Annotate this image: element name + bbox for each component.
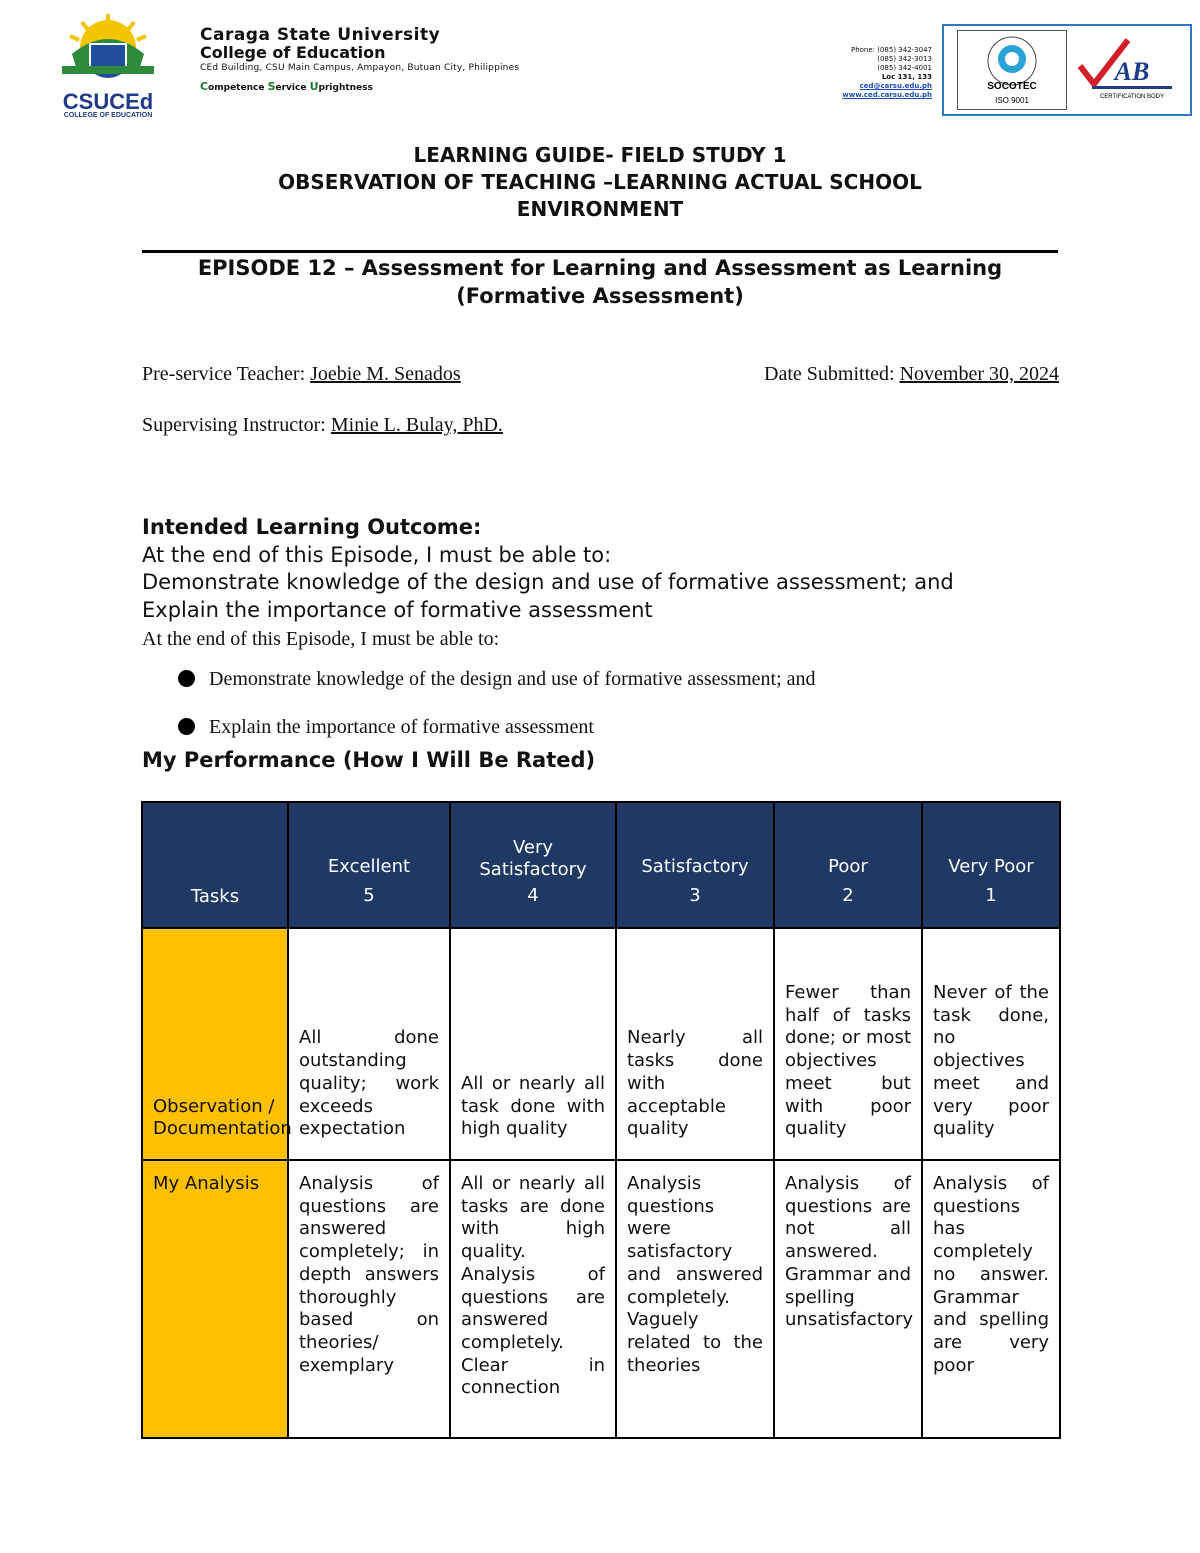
date-submitted: Date Submitted: November 30, 2024 [764, 363, 1059, 385]
guide-subtitle: OBSERVATION OF TEACHING –LEARNING ACTUAL SCHOOL [278, 170, 922, 194]
guide-subtitle-2: ENVIRONMENT [516, 197, 684, 221]
website-link[interactable]: www.ced.carsu.edu.ph [842, 91, 932, 99]
supervising-instructor: Supervising Instructor: Minie L. Bulay, PhD. [142, 414, 503, 436]
table-row [142, 928, 1060, 1160]
pre-service-teacher: Pre-service Teacher: Joebie M. Senados [142, 363, 461, 385]
instructor-name: Minie L. Bulay, PhD. [330, 414, 503, 436]
university-name: Caraga State University [200, 25, 441, 45]
ilo-bullet: Demonstrate knowledge of the design and use of formative assessment; and [178, 667, 816, 691]
ilo-intro: At the end of this Episode, I must be able to: [142, 628, 500, 650]
logo-wordmark: CSUCEd [62, 89, 154, 114]
intended-learning-outcome: Intended Learning Outcome: At the end of this Episode, I must be able to: Demonstrate knowledge of the design and use of formative assessment; and Explain the importance of formative assessment [142, 514, 1082, 624]
svg-text:AB: AB [1114, 57, 1150, 86]
bullet-icon [178, 718, 195, 735]
criteria-cell: Never of the task done, no objectives meet and very poor quality [922, 928, 1060, 1160]
header-satisfactory: Satisfactory 3 [616, 802, 774, 928]
svg-text:SOCOTEC: SOCOTEC [987, 81, 1037, 92]
header-very-poor: Very Poor 1 [922, 802, 1060, 928]
task-cell: Observation / Documentation [142, 928, 288, 1160]
task-cell: My Analysis [142, 1160, 288, 1438]
ilo-bullet: Explain the importance of formative assessment [178, 715, 594, 739]
episode-title: EPISODE 12 – Assessment for Learning and Assessment as Learning (Formative Assessment) [197, 256, 1003, 308]
svg-text:CERTIFICATION BODY: CERTIFICATION BODY [1099, 94, 1165, 100]
university-header [200, 26, 640, 95]
criteria-cell: Analysis of questions are not all answered. Grammar and spelling unsatisfactory [774, 1160, 922, 1438]
bullet-icon [178, 670, 195, 687]
criteria-cell: Fewer than half of tasks done; or most objectives meet but with poor quality [774, 928, 922, 1160]
college-name: College of Education [200, 43, 386, 62]
socotec-logo [957, 30, 1067, 110]
table-row [142, 1160, 1060, 1438]
criteria-cell: Nearly all tasks done with acceptable quality [616, 928, 774, 1160]
criteria-cell: All done outstanding quality; work exceeds expectation [288, 928, 450, 1160]
header-very-satisfactory: Very Satisfactory 4 [450, 802, 616, 928]
criteria-cell: All or nearly all tasks are done with high quality. Analysis of questions are answered completely. Clear in connection [450, 1160, 616, 1438]
motto: Competence Service Uprightness [200, 80, 373, 93]
header-poor: Poor 2 [774, 802, 922, 928]
address: CEd Building, CSU Main Campus, Ampayon, Butuan City, Philippines [200, 63, 520, 73]
ilo-heading: Intended Learning Outcome: [142, 515, 482, 539]
performance-heading: My Performance (How I Will Be Rated) [142, 748, 596, 772]
sunburst-icon [62, 14, 154, 79]
guide-title: LEARNING GUIDE- FIELD STUDY 1 [413, 143, 787, 167]
ab-certification-logo [1072, 30, 1184, 110]
date-value: November 30, 2024 [899, 363, 1059, 385]
criteria-cell: Analysis questions were satisfactory and answered completely. Vaguely related to the theories [616, 1160, 774, 1438]
header-excellent: Excellent 5 [288, 802, 450, 928]
csu-ced-logo [42, 14, 174, 118]
criteria-cell: Analysis of questions has completely no answer. Grammar and spelling are very poor [922, 1160, 1060, 1438]
email-link[interactable]: ced@carsu.edu.ph [859, 82, 932, 90]
contact-info: Phone: (085) 342-3047 (085) 342-3013 (085) 342-4001 Loc 131, 133 ced@carsu.edu.ph www.ced.carsu.edu.ph [780, 46, 932, 100]
teacher-name: Joebie M. Senados [310, 363, 461, 385]
svg-text:COLLEGE OF EDUCATION: COLLEGE OF EDUCATION [63, 112, 153, 118]
rubric-table [141, 801, 1061, 1439]
divider [142, 250, 1058, 253]
criteria-cell: Analysis of questions are answered completely; in depth answers thoroughly based on theories/ exemplary [288, 1160, 450, 1438]
criteria-cell: All or nearly all task done with high quality [450, 928, 616, 1160]
svg-text:ISO 9001: ISO 9001 [995, 96, 1029, 105]
header-tasks: Tasks [142, 802, 288, 928]
